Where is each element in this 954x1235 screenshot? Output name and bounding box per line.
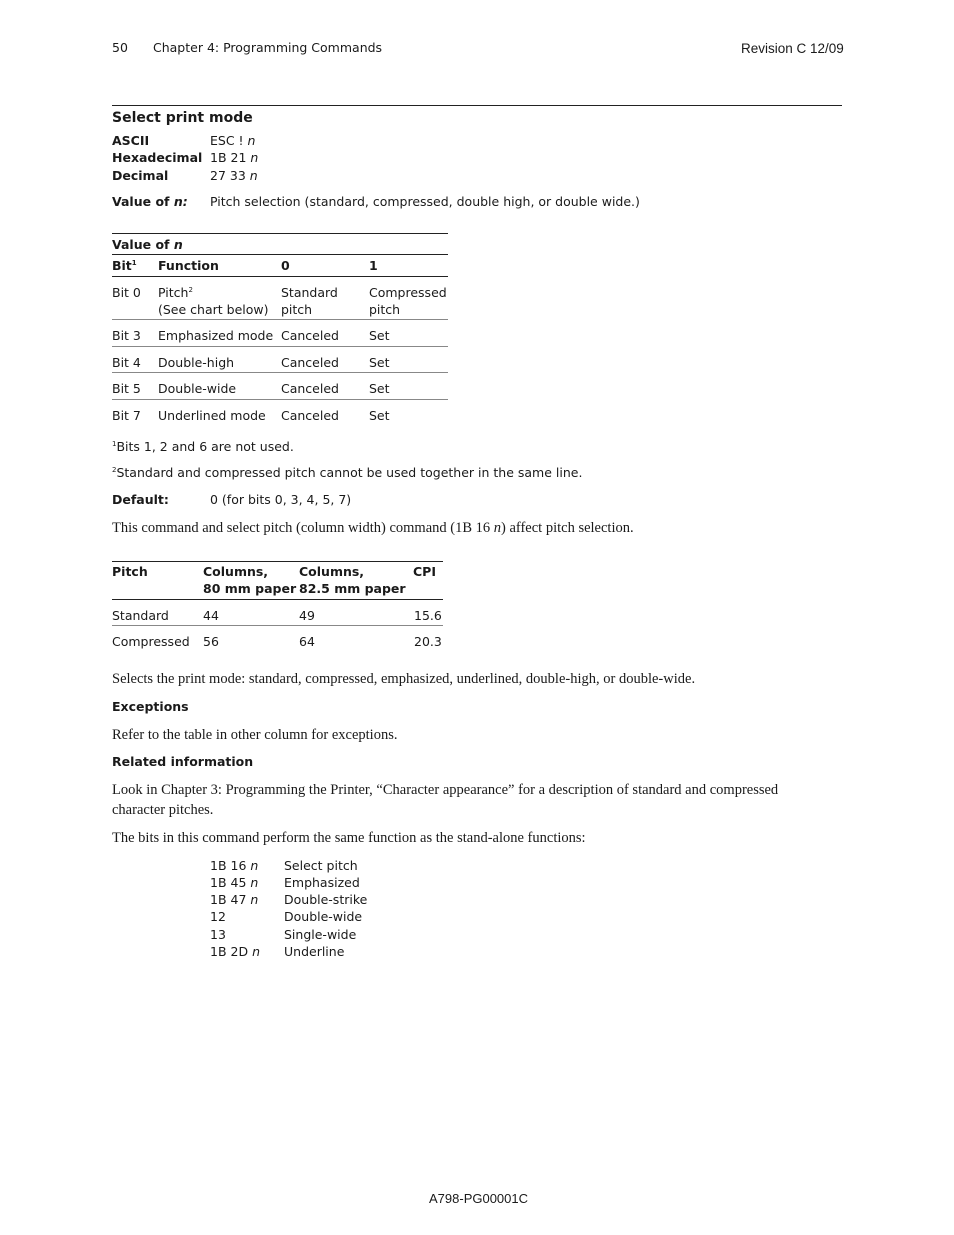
row-divider: [112, 399, 448, 400]
table-row-bit: Bit 5: [112, 381, 141, 396]
section-rule: [112, 105, 842, 106]
function-name: Double-wide: [284, 909, 363, 924]
function-code: 12: [210, 909, 226, 924]
related-line-2: character pitches.: [112, 802, 214, 818]
bit-table-header-rule: [112, 276, 448, 277]
table-row-cpi: 15.6: [414, 608, 442, 623]
function-code: 1B 2D n: [210, 944, 260, 959]
function-name: Single-wide: [284, 927, 357, 942]
related-heading: Related information: [112, 754, 254, 769]
table-row-col80: 56: [203, 634, 219, 649]
exceptions-heading: Exceptions: [112, 699, 189, 714]
ascii-label: ASCII: [112, 133, 150, 148]
value-of-n-label: Value of n:: [112, 194, 188, 209]
revision-label: Revision C 12/09: [741, 41, 844, 56]
table-row-one: Compressed pitch: [369, 285, 447, 317]
page-number: 50: [112, 40, 128, 55]
table-row-pitch: Compressed: [112, 634, 190, 649]
chapter-title: Chapter 4: Programming Commands: [153, 40, 383, 55]
default-label: Default:: [112, 492, 169, 507]
function-name: Select pitch: [284, 858, 358, 873]
table-row-zero: Canceled: [281, 355, 339, 370]
row-divider: [112, 372, 448, 373]
row-divider: [112, 625, 443, 626]
table-row-function: Emphasized mode: [158, 328, 274, 343]
table-row-one: Set: [369, 355, 390, 370]
row-divider: [112, 319, 448, 320]
col80-col-header: Columns, 80 mm paper: [203, 564, 297, 596]
row-divider: [112, 346, 448, 347]
function-code: 1B 47 n: [210, 892, 259, 907]
table-row-bit: Bit 3: [112, 328, 141, 343]
selects-text: Selects the print mode: standard, compressed, emphasized, underlined, double-high, or double-wide.: [112, 671, 696, 687]
table-row-cpi: 20.3: [414, 634, 442, 649]
footnote-1: $^1$Bits 1, 2 and 6 are not used.: [112, 439, 294, 454]
table-row-bit: Bit 0: [112, 285, 141, 300]
ascii-value: ESC ! n: [210, 133, 256, 148]
table-row-bit: Bit 7: [112, 408, 141, 423]
decimal-value: 27 33 n: [210, 168, 258, 183]
one-col-header: 1: [369, 258, 378, 273]
decimal-label: Decimal: [112, 168, 169, 183]
related-line-1: Look in Chapter 3: Programming the Printer, “Character appearance” for a description of standard and compressed: [112, 782, 779, 798]
bit-table-top-rule: [112, 233, 448, 234]
hex-value: 1B 21 n: [210, 150, 259, 165]
table-row-zero: Standard pitch: [281, 285, 338, 317]
col825-col-header: Columns, 82.5 mm paper: [299, 564, 406, 596]
section-title: Select print mode: [112, 110, 253, 126]
table-row-col825: 49: [299, 608, 315, 623]
table-row-pitch: Standard: [112, 608, 169, 623]
table-row-function: Underlined mode: [158, 408, 266, 423]
pitch-table-top-rule: [112, 561, 443, 562]
function-code: 1B 45 n: [210, 875, 259, 890]
footnote-2: $^2$Standard and compressed pitch cannot be used together in the same line.: [112, 465, 583, 480]
function-name: Underline: [284, 944, 345, 959]
hex-label: Hexadecimal: [112, 150, 203, 165]
table-row-function: Double-high: [158, 355, 235, 370]
table-row-zero: Canceled: [281, 408, 339, 423]
bit-table-caption-rule: [112, 254, 448, 255]
function-name: Double-strike: [284, 892, 368, 907]
pitch-note: This command and select pitch (column width) command (1B 16 n) affect pitch selection.: [112, 520, 634, 536]
table-row-zero: Canceled: [281, 328, 339, 343]
table-row-zero: Canceled: [281, 381, 339, 396]
value-of-n-description: Pitch selection (standard, compressed, double high, or double wide.): [210, 194, 640, 209]
cpi-col-header: CPI: [413, 564, 436, 579]
bit-col-header: Bit$^1$: [112, 258, 137, 273]
table-row-function: Pitch$^2$ (See chart below): [158, 285, 269, 317]
table-row-col80: 44: [203, 608, 219, 623]
table-row-one: Set: [369, 328, 390, 343]
function-name: Emphasized: [284, 875, 360, 890]
function-code: 1B 16 n: [210, 858, 259, 873]
table-row-col825: 64: [299, 634, 315, 649]
exceptions-text: Refer to the table in other column for exceptions.: [112, 727, 398, 743]
pitch-col-header: Pitch: [112, 564, 148, 579]
bits-text: The bits in this command perform the same function as the stand-alone functions:: [112, 830, 586, 846]
table-row-one: Set: [369, 381, 390, 396]
function-code: 13: [210, 927, 226, 942]
table-row-bit: Bit 4: [112, 355, 141, 370]
table-row-one: Set: [369, 408, 390, 423]
footer-doc-id: A798-PG00001C: [429, 1191, 529, 1206]
pitch-table-header-rule: [112, 599, 443, 600]
bit-table-caption: Value of n: [112, 237, 183, 252]
default-value: 0 (for bits 0, 3, 4, 5, 7): [210, 492, 352, 507]
zero-col-header: 0: [281, 258, 290, 273]
table-row-function: Double-wide: [158, 381, 237, 396]
function-col-header: Function: [158, 258, 219, 273]
